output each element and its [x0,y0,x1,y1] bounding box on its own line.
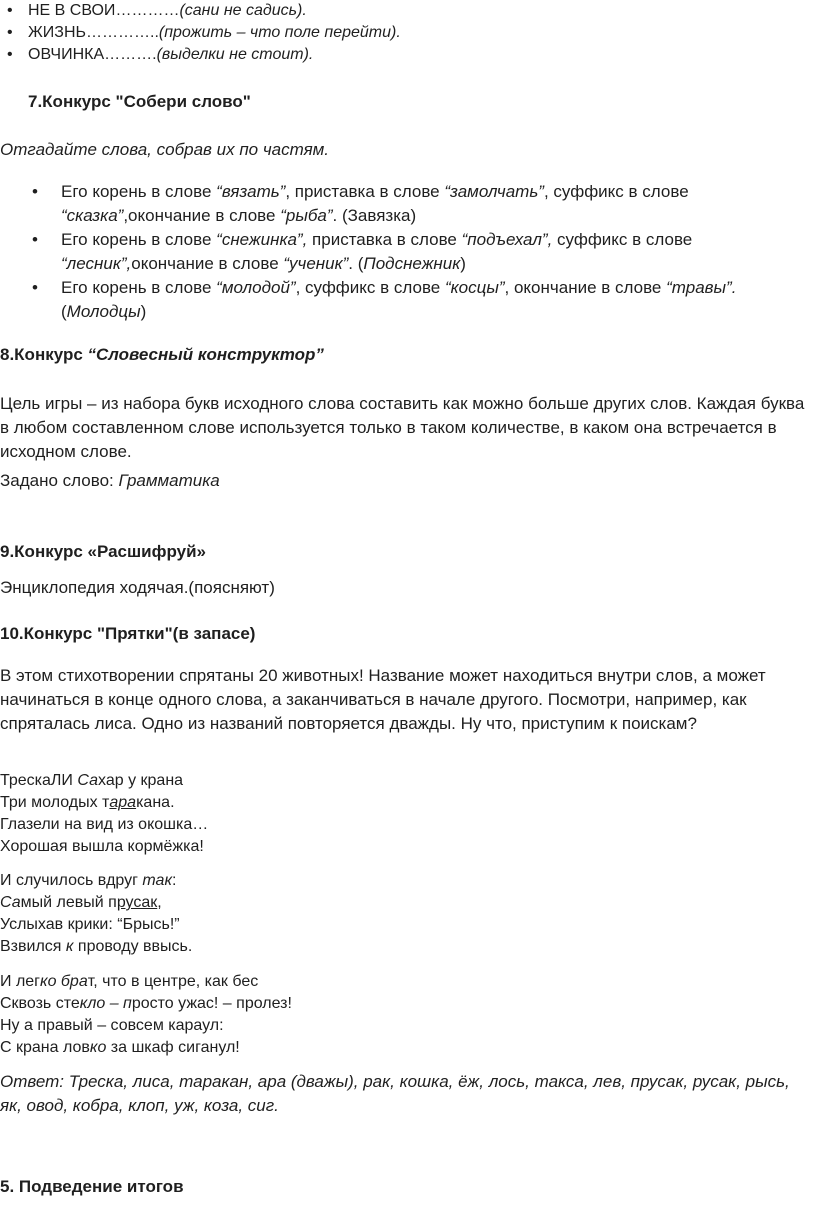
riddle-answer: Молодцы [66,302,141,321]
poem-line: Взвился к проводу ввысь. [0,938,193,955]
contest10-answer: Ответ: Треска, лиса, таракан, ара (дважы), рак, кошка, ёж, лось, такса, лев, прусак, русак, рысь, як, овод, кобра, клоп, уж, коза, сиг. [0,1072,790,1115]
contest8-heading: 8.Конкурс “Словесный конструктор” [0,345,324,364]
contest9-heading: 9.Конкурс «Расшифруй» [0,542,207,561]
poem-line: Хорошая вышла кормёжка! [0,838,204,855]
poem-line: Ну а правый – совсем караул: [0,1017,224,1034]
proverb-item: • НЕ В СВОИ…………(сани не садись). [0,0,816,22]
poem-line: И случилось вдруг так: [0,872,177,889]
riddle-item: • Его корень в слове “молодой”, суффикс в слове “косцы”, окончание в слове “травы”. (Молодцы) [0,276,816,324]
poem-line: Услыхав крики: “Брысь!” [0,916,180,933]
contest7-instruction: Отгадайте слова, собрав их по частям. [0,140,330,159]
contest10-heading: 10.Конкурс "Прятки"(в запасе) [0,624,256,643]
contest8-given: Задано слово: Грамматика [0,471,220,490]
proverb-item: • ОВЧИНКА……….(выделки не стоит). [0,44,816,66]
contest7-heading: 7.Конкурс "Собери слово" [28,92,251,111]
poem-stanza-2 [0,870,816,958]
summary-heading: 5. Подведение итогов [0,1177,184,1196]
poem-stanza-1 [0,770,816,858]
poem-line: Самый левый прусак, [0,894,162,911]
poem-line: Глазели на вид из окошка… [0,816,209,833]
proverbs-list [0,0,816,66]
poem-line: Сквозь стекло – просто ужас! – пролез! [0,995,292,1012]
riddle-item: • Его корень в слове “снежинка”, приставка в слове “подъехал”, суффикс в слове “лесник”,окончание в слове “ученик”. (Подснежник) [0,228,816,276]
riddle-answer: Завязка [347,206,411,225]
contest8-goal: Цель игры – из набора букв исходного слова составить как можно больше других слов. Каждая буква в любом составленном слове используется только в таком количестве, в каком она встречается в исходном слове. [0,394,805,461]
proverb-item: • ЖИЗНЬ…………..(прожить – что поле перейти). [0,22,816,44]
contest7-riddles [0,180,816,324]
contest9-text: Энциклопедия ходячая.(поясняют) [0,578,275,597]
riddle-answer: Подснежник [363,254,461,273]
poem-line: ТрескаЛИ Сахар у крана [0,772,184,789]
contest10-intro: В этом стихотворении спрятаны 20 животных! Название может находиться внутри слов, а может начинаться в конце одного слова, а заканчиваться в начале другого. Посмотри, например, как спряталась лиса. Одно из названий повторяется дважды. Ну что, приступим к поискам? [0,666,766,733]
riddle-item: • Его корень в слове “вязать”, приставка в слове “замолчать”, суффикс в слове “сказка”,окончание в слове “рыба”. (Завязка) [0,180,816,228]
poem-stanza-3 [0,971,816,1059]
poem-line: Три молодых таракана. [0,794,175,811]
poem-line: С крана ловко за шкаф сиганул! [0,1039,240,1056]
poem-line: И легко брат, что в центре, как бес [0,973,259,990]
